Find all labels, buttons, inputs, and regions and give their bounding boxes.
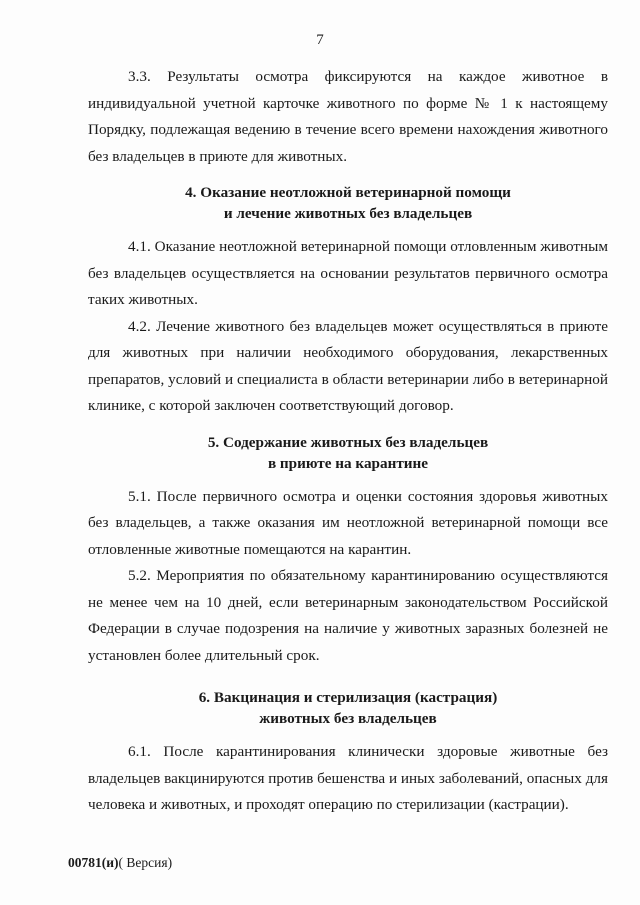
paragraph-5-2: 5.2. Мероприятия по обязательному карантинированию осуществляются не менее чем на 10 дней, если ветеринарным законодательством Российской Федерации в случае подозрения на наличие у животных заразных болезней не установлен более длительный срок.: [88, 567, 608, 664]
section-6-heading: [88, 687, 608, 729]
paragraph-4-1: 4.1. Оказание неотложной ветеринарной помощи отловленным животным без владельцев осуществляется на основании результатов первичного осмотра таких животных.: [88, 238, 608, 308]
section-4-heading: [88, 182, 608, 224]
paragraph-4-2: 4.2. Лечение животного без владельцев может осуществляться в приюте для животных при наличии необходимого оборудования, лекарственных препаратов, условий и специалиста в области ветеринарии либо в ветеринарной клинике, с которой заключен соответствующий договор.: [88, 317, 608, 414]
section-6-heading-line1: 6. Вакцинация и стерилизация (кастрация): [198, 689, 498, 706]
page-number: 7: [316, 32, 324, 48]
section-4-heading-line1: 4. Оказание неотложной ветеринарной помощи: [185, 184, 511, 201]
section-5-heading: [88, 432, 608, 474]
section-4-heading-line2: и лечение животных без владельцев: [223, 205, 473, 222]
document-code: 00781(и): [68, 855, 119, 870]
section-5-heading-line1: 5. Содержание животных без владельцев: [207, 433, 489, 451]
paragraph-5-1: 5.1. После первичного осмотра и оценки состояния здоровья животных без владельцев, а также оказания им неотложной ветеринарной помощи все отловленные животные помещаются на карантин.: [88, 487, 608, 558]
section-6-heading-line2: животных без владельцев: [259, 710, 437, 727]
document-footer: [68, 855, 172, 871]
paragraph-6-1: 6.1. После карантинирования клинически здоровые животные без владельцев вакцинируются против бешенства и иных заболеваний, опасных для человека и животных, и проходят операцию по стерилизации (кастрации).: [88, 743, 608, 813]
paragraph-3-3: 3.3. Результаты осмотра фиксируются на каждое животное в индивидуальной учетной карточке животного по форме № 1 к настоящему Порядку, подлежащая ведению в течение всего времени нахождения животного без владельцев в приюте для животных.: [88, 68, 608, 165]
document-version: ( Версия): [118, 855, 173, 870]
document-body: [88, 64, 608, 819]
section-5-heading-line2: в приюте на карантине: [267, 454, 429, 472]
